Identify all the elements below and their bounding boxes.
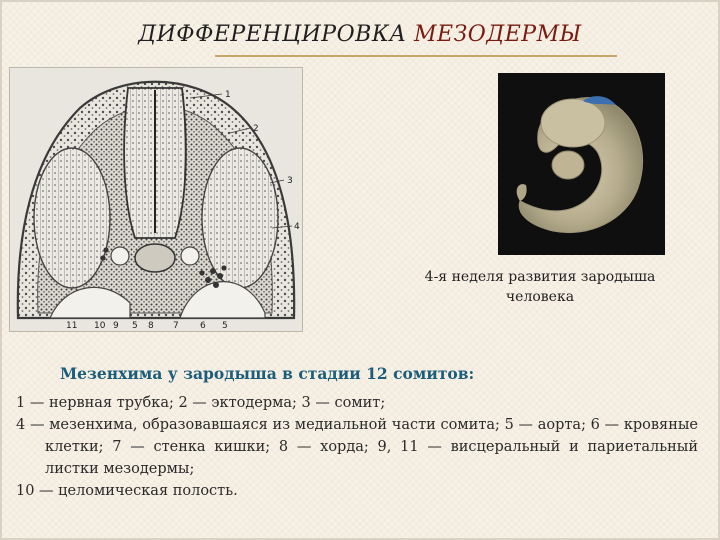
title-underline	[215, 55, 617, 57]
title-main: ДИФФЕРЕНЦИРОВКА	[138, 22, 414, 47]
mesenchyme-section-drawing	[9, 67, 303, 332]
fig-label-10: 10	[94, 321, 106, 331]
legend-text	[16, 392, 698, 502]
fig-label-5b: 5	[222, 321, 228, 331]
photo-caption-line1: 4-я неделя развития зародыша	[424, 269, 656, 285]
fig-label-5a: 5	[132, 321, 138, 331]
legend-line-3: 10 — целомическая полость.	[16, 483, 238, 499]
fig-label-4: 4	[294, 222, 300, 232]
slide-title	[0, 22, 720, 47]
embryo-photo	[498, 73, 665, 255]
photo-caption-line2: человека	[505, 289, 575, 305]
embryo-illustration	[498, 73, 665, 255]
section-illustration	[10, 68, 302, 331]
top-border	[0, 0, 720, 2]
fig-label-7: 7	[173, 321, 179, 331]
legend-line-1: 1 — нервная трубка; 2 — эктодерма; 3 — сомит;	[16, 395, 386, 411]
fig-label-2: 2	[253, 124, 259, 134]
photo-caption	[420, 267, 660, 307]
legend-heading: Мезенхима у зародыша в стадии 12 сомитов:	[60, 364, 475, 383]
fig-label-9: 9	[113, 321, 119, 331]
legend-line-2: 4 — мезенхима, образовавшаяся из медиальной части сомита; 5 — аорта; 6 — кровяные клетки; 7 — стенка кишки; 8 — хорда; 9, 11 — висцеральный и париетальный листки мезодермы;	[16, 417, 698, 477]
left-border	[0, 0, 2, 540]
fig-label-8: 8	[148, 321, 154, 331]
title-accent: МЕЗОДЕРМЫ	[414, 22, 582, 47]
fig-label-6: 6	[200, 321, 206, 331]
fig-label-11: 11	[66, 321, 78, 331]
fig-label-1: 1	[225, 90, 231, 100]
fig-label-3: 3	[287, 176, 293, 186]
